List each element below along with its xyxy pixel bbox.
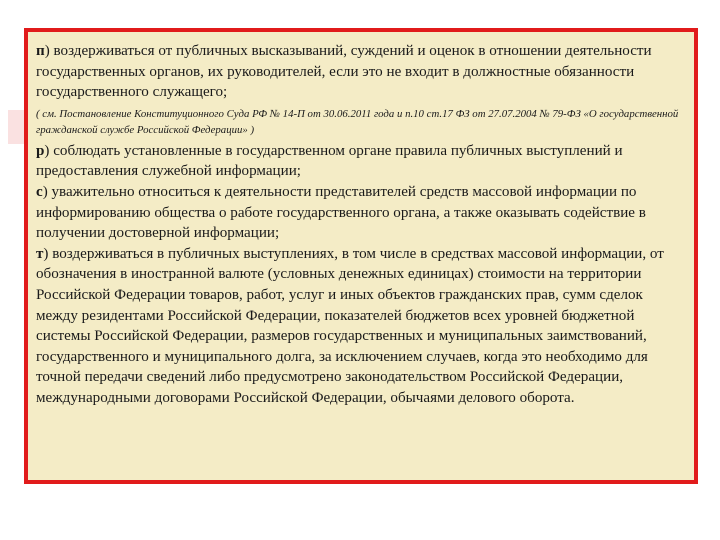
clause-t [36, 244, 686, 409]
clause-r [36, 141, 686, 182]
clause-s-text: ) уважительно относиться к деятельности представителей средств массовой информации по информированию общества о работе государственного органа, а также оказывать содействие в получении достоверной информации; [36, 183, 646, 242]
clause-r-letter: р [36, 142, 45, 159]
clause-s [36, 182, 686, 244]
clause-p-letter: п [36, 43, 45, 59]
clause-s-letter: с [36, 183, 43, 200]
legal-citation: ( см. Постановление Конституционного Суда РФ № 14-П от 30.06.2011 года и п.10 ст.17 ФЗ от 27.07.2004 № 79-ФЗ «О государственной гражданской службе Российской Федерации» ) [36, 107, 679, 137]
clause-p-text: ) воздерживаться от публичных высказываний, суждений и оценок в отношении деятельности государственных органов, их руководителей, если это не входит в должностные обязанности государственного служащего; [36, 43, 652, 101]
clause-p [36, 41, 686, 103]
clause-t-text: ) воздерживаться в публичных выступлениях, в том числе в средствах массовой информации, от обозначения в иностранной валюте (условных денежных единицах) стоимости на территории Российской Федерации товаров, работ, услуг и иных объектов гражданских прав, сумм сделок между резидентами Российской Федерации, показателей бюджетов всех уровней бюджетной системы Российской Федерации, размеров государственных и муниципальных заимствований, государственного и муниципального долга, за исключением случаев, когда это необходимо для точной передачи сведений либо предусмотрено законодательством Российской Федерации, международными договорами Российской Федерации, обычаями делового оборота. [36, 245, 664, 406]
clause-t-letter: т [36, 245, 44, 262]
slide-content-box [24, 28, 698, 484]
clause-r-text: ) соблюдать установленные в государственном органе правила публичных выступлений и предоставления служебной информации; [36, 142, 623, 180]
